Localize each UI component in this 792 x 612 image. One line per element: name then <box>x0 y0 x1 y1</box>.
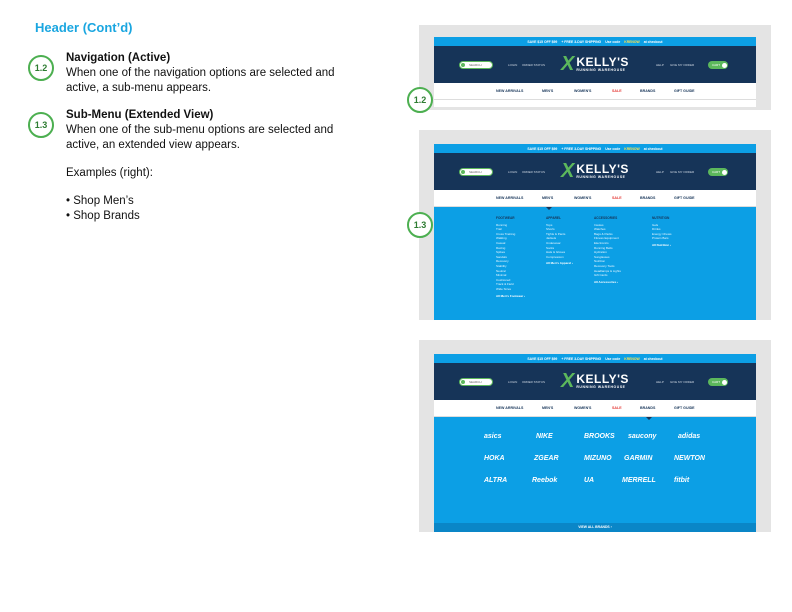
logo-name: KELLY'S <box>576 162 629 176</box>
section-navigation-active <box>66 51 356 96</box>
nav-mens[interactable]: MEN'S <box>542 89 554 93</box>
brand-logo-altra[interactable]: ALTRA <box>484 477 508 484</box>
submenu-item[interactable]: Wide Sizes <box>496 286 512 291</box>
submenu-item[interactable]: Running Belts <box>594 245 613 250</box>
nav-womens[interactable]: WOMEN'S <box>574 196 592 200</box>
submenu-item[interactable]: Jackets <box>546 236 557 241</box>
submenu-view-all[interactable]: All Accessories › <box>594 279 619 284</box>
submenu-heading[interactable]: ACCESSORIES <box>594 216 618 220</box>
search-input[interactable]: SEARCH <box>459 168 493 176</box>
submenu-item[interactable]: Sunglasses <box>594 254 610 259</box>
promo-text: + FREE 3-DAY SHIPPING <box>561 146 602 151</box>
submenu-item[interactable]: Spikes <box>496 250 506 255</box>
section-heading: Sub-Menu (Extended View) <box>66 109 214 121</box>
header-link-order-status[interactable]: ORDER STATUS <box>522 63 546 67</box>
submenu-item[interactable]: Walking <box>496 236 507 241</box>
submenu-item[interactable]: Running <box>496 222 508 227</box>
submenu-item[interactable]: Headlamps & Lights <box>594 268 621 273</box>
submenu-column-footwear <box>496 216 525 298</box>
submenu-item[interactable]: Tights & Pants <box>546 231 566 236</box>
site-mockup <box>434 144 756 320</box>
logo-tagline: RUNNING WAREHOUSE <box>576 385 626 389</box>
kellys-logo[interactable] <box>561 161 629 181</box>
brand-logo-brooks[interactable]: BROOKS <box>584 433 615 440</box>
active-caret-icon <box>646 417 652 420</box>
brand-logo-nike[interactable]: NIKE <box>536 433 553 440</box>
kellys-logo[interactable] <box>561 54 629 74</box>
promo-text: + FREE 3-DAY SHIPPING <box>561 39 602 44</box>
nav-brands[interactable]: BRANDS <box>640 89 656 93</box>
section-text: active, a sub-menu appears. <box>66 82 212 94</box>
promo-bar[interactable] <box>434 354 756 363</box>
submenu-heading[interactable]: FOOTWEAR <box>496 216 515 220</box>
nav-mens[interactable]: MEN'S <box>542 406 554 410</box>
section-text: When one of the sub-menu options are selected and <box>66 124 334 136</box>
cart-button[interactable]: CART <box>708 378 728 386</box>
submenu-item[interactable]: Cross Training <box>496 231 516 236</box>
submenu-item[interactable]: Hydration <box>594 250 607 255</box>
logo-name: KELLY'S <box>576 372 629 386</box>
page-title: Header (Cont’d) <box>35 20 133 35</box>
brand-logo-garmin[interactable]: GARMIN <box>624 455 653 462</box>
logo-tagline: RUNNING WAREHOUSE <box>576 68 626 72</box>
submenu-item[interactable]: Stability <box>496 263 507 268</box>
submenu-item[interactable]: Underwear <box>546 240 561 245</box>
active-caret-icon <box>546 207 552 210</box>
cart-button[interactable]: CART <box>708 61 728 69</box>
submenu-item[interactable]: Compression <box>546 254 564 259</box>
nav-mens[interactable]: MEN'S <box>542 196 554 200</box>
mockup-frame-shop-brands <box>419 340 771 532</box>
submenu-column-nutrition <box>652 216 672 248</box>
brand-logo-saucony[interactable]: saucony <box>628 433 657 440</box>
header-link-order-status[interactable]: ORDER STATUS <box>522 380 546 384</box>
submenu-item[interactable]: Track & Field <box>496 282 514 287</box>
submenu-item[interactable]: Recovery <box>496 259 509 264</box>
promo-text: Use code <box>605 356 621 361</box>
nav-womens[interactable]: WOMEN'S <box>574 89 592 93</box>
header-link-help[interactable]: HELP <box>656 380 664 384</box>
example-item: • Shop Men’s <box>66 194 153 209</box>
brand-logo-mizuno[interactable]: MIZUNO <box>584 455 612 462</box>
promo-text: SAVE $15 OFF $99 <box>527 146 558 151</box>
promo-text: SAVE $15 OFF $99 <box>527 39 558 44</box>
promo-text: + FREE 3-DAY SHIPPING <box>561 356 602 361</box>
nav-gift-guide[interactable]: GIFT GUIDE <box>674 89 695 93</box>
brand-logo-merrell[interactable]: MERRELL <box>622 477 656 484</box>
mens-mega-menu <box>434 207 756 320</box>
submenu-item[interactable]: Sandals <box>496 254 507 259</box>
logo-name: KELLY'S <box>576 55 629 69</box>
nav-new-arrivals[interactable]: NEW ARRIVALS <box>496 406 524 410</box>
submenu-item[interactable]: Socks <box>546 245 555 250</box>
main-nav <box>434 190 756 207</box>
submenu-view-all[interactable]: All Men's Apparel › <box>546 261 573 266</box>
nav-brands[interactable]: BRANDS <box>640 196 656 200</box>
brand-logo-asics[interactable]: asics <box>484 433 502 440</box>
brand-logo-reebok[interactable]: Reebok <box>532 477 558 484</box>
nav-womens[interactable]: WOMEN'S <box>574 406 592 410</box>
submenu-item[interactable]: Energy Chews <box>652 231 672 236</box>
header-link-order-status[interactable]: ORDER STATUS <box>522 170 546 174</box>
brand-logo-under-armour[interactable]: UA <box>584 477 595 484</box>
header-link-give-order[interactable]: GIVE MY ORDER <box>670 380 695 384</box>
submenu-item[interactable]: Neutral <box>496 268 506 273</box>
submenu-item[interactable]: Bags & Packs <box>594 231 613 236</box>
promo-text: Use code <box>605 39 621 44</box>
submenu-item[interactable]: Watches <box>594 227 606 232</box>
submenu-item[interactable]: Minimal <box>496 273 507 278</box>
promo-code: KRENOW <box>624 39 640 44</box>
mockup-frame-navigation <box>419 25 771 110</box>
nav-gift-guide[interactable]: GIFT GUIDE <box>674 406 695 410</box>
promo-code: KRENOW <box>624 356 640 361</box>
logo-mark-icon: X <box>561 370 575 392</box>
submenu-column-apparel <box>546 216 573 266</box>
nav-new-arrivals[interactable]: NEW ARRIVALS <box>496 196 524 200</box>
site-header <box>434 46 756 83</box>
submenu-item[interactable]: Fitness Equipment <box>594 236 619 241</box>
main-nav <box>434 400 756 417</box>
logo-tagline: RUNNING WAREHOUSE <box>576 175 626 179</box>
promo-text: SAVE $15 OFF $99 <box>527 356 558 361</box>
cart-button[interactable]: CART <box>708 168 728 176</box>
brand-logo-adidas[interactable]: adidas <box>678 433 701 440</box>
submenu-item[interactable]: Insoles <box>594 222 604 227</box>
nav-sale[interactable]: SALE <box>612 89 622 93</box>
promo-text: at checkout <box>643 146 663 151</box>
promo-code: KRENOW <box>624 146 640 151</box>
submenu-item[interactable]: Hats & Gloves <box>546 250 566 255</box>
promo-text: at checkout <box>643 39 663 44</box>
header-link-help[interactable]: HELP <box>656 170 664 174</box>
nav-new-arrivals[interactable]: NEW ARRIVALS <box>496 89 524 93</box>
submenu-item[interactable]: Gels <box>652 222 659 227</box>
submenu-item[interactable]: Racing <box>496 245 506 250</box>
search-input[interactable]: SEARCH <box>459 61 493 69</box>
view-all-brands-button[interactable]: VIEW ALL BRANDS › <box>434 523 756 532</box>
promo-bar[interactable] <box>434 144 756 153</box>
section-heading: Navigation (Active) <box>66 52 171 64</box>
examples-list <box>66 166 153 224</box>
header-link-give-order[interactable]: GIVE MY ORDER <box>670 170 695 174</box>
submenu-item[interactable]: Drinks <box>652 227 661 232</box>
step-badge-1-2: 1.2 <box>407 87 433 113</box>
logo-mark-icon: X <box>561 53 575 75</box>
mockup-frame-shop-mens <box>419 130 771 320</box>
header-link-give-order[interactable]: GIVE MY ORDER <box>670 63 695 67</box>
step-badge-1-2: 1.2 <box>28 55 54 81</box>
step-badge-1-3: 1.3 <box>407 212 433 238</box>
step-badge-1-3: 1.3 <box>28 112 54 138</box>
brand-logo-newton[interactable]: NEWTON <box>674 455 705 462</box>
site-header <box>434 153 756 190</box>
main-nav <box>434 83 756 100</box>
example-item: • Shop Brands <box>66 209 153 224</box>
nav-sale[interactable]: SALE <box>612 196 622 200</box>
search-input[interactable]: SEARCH <box>459 378 493 386</box>
site-header <box>434 363 756 400</box>
section-text: active, an extended view appears. <box>66 139 240 151</box>
nav-sale[interactable]: SALE <box>612 406 622 410</box>
section-submenu-extended <box>66 108 356 153</box>
brands-mega-menu <box>434 417 756 532</box>
header-link-help[interactable]: HELP <box>656 63 664 67</box>
submenu-item[interactable]: Gift Cards <box>594 273 608 278</box>
brand-logo-fitbit[interactable]: fitbit <box>674 477 690 484</box>
nav-brands[interactable]: BRANDS <box>640 406 656 410</box>
submenu-heading[interactable]: APPAREL <box>546 216 561 220</box>
submenu-heading[interactable]: NUTRITION <box>652 216 670 220</box>
promo-bar[interactable] <box>434 37 756 46</box>
kellys-logo[interactable] <box>561 371 629 391</box>
submenu-item[interactable]: Cushioned <box>496 277 511 282</box>
brand-logo-zgear[interactable]: ZGEAR <box>534 455 559 462</box>
submenu-item[interactable]: Tops <box>546 222 553 227</box>
promo-text: Use code <box>605 146 621 151</box>
submenu-item[interactable]: Recovery Tools <box>594 263 615 268</box>
submenu-item[interactable]: Casual <box>496 240 506 245</box>
submenu-view-all[interactable]: All Men's Footwear › <box>496 293 526 298</box>
nav-gift-guide[interactable]: GIFT GUIDE <box>674 196 695 200</box>
examples-label: Examples (right): <box>66 167 153 179</box>
header-link-login[interactable]: LOGIN <box>508 380 518 384</box>
logo-mark-icon: X <box>561 160 575 182</box>
promo-text: at checkout <box>643 356 663 361</box>
header-link-login[interactable]: LOGIN <box>508 170 518 174</box>
submenu-column-accessories <box>594 216 621 284</box>
site-mockup <box>434 354 756 532</box>
submenu-view-all[interactable]: All Nutrition › <box>652 242 671 247</box>
submenu-item[interactable]: Protein Bars <box>652 236 669 241</box>
section-text: When one of the navigation options are selected and <box>66 67 335 79</box>
header-link-login[interactable]: LOGIN <box>508 63 518 67</box>
submenu-item[interactable]: Shorts <box>546 227 555 232</box>
submenu-item[interactable]: Electronics <box>594 240 609 245</box>
submenu-item[interactable]: Trail <box>496 227 502 232</box>
brand-logo-hoka[interactable]: HOKA <box>484 455 505 462</box>
site-mockup <box>434 37 756 107</box>
submenu-item[interactable]: Nutrition <box>594 259 606 264</box>
